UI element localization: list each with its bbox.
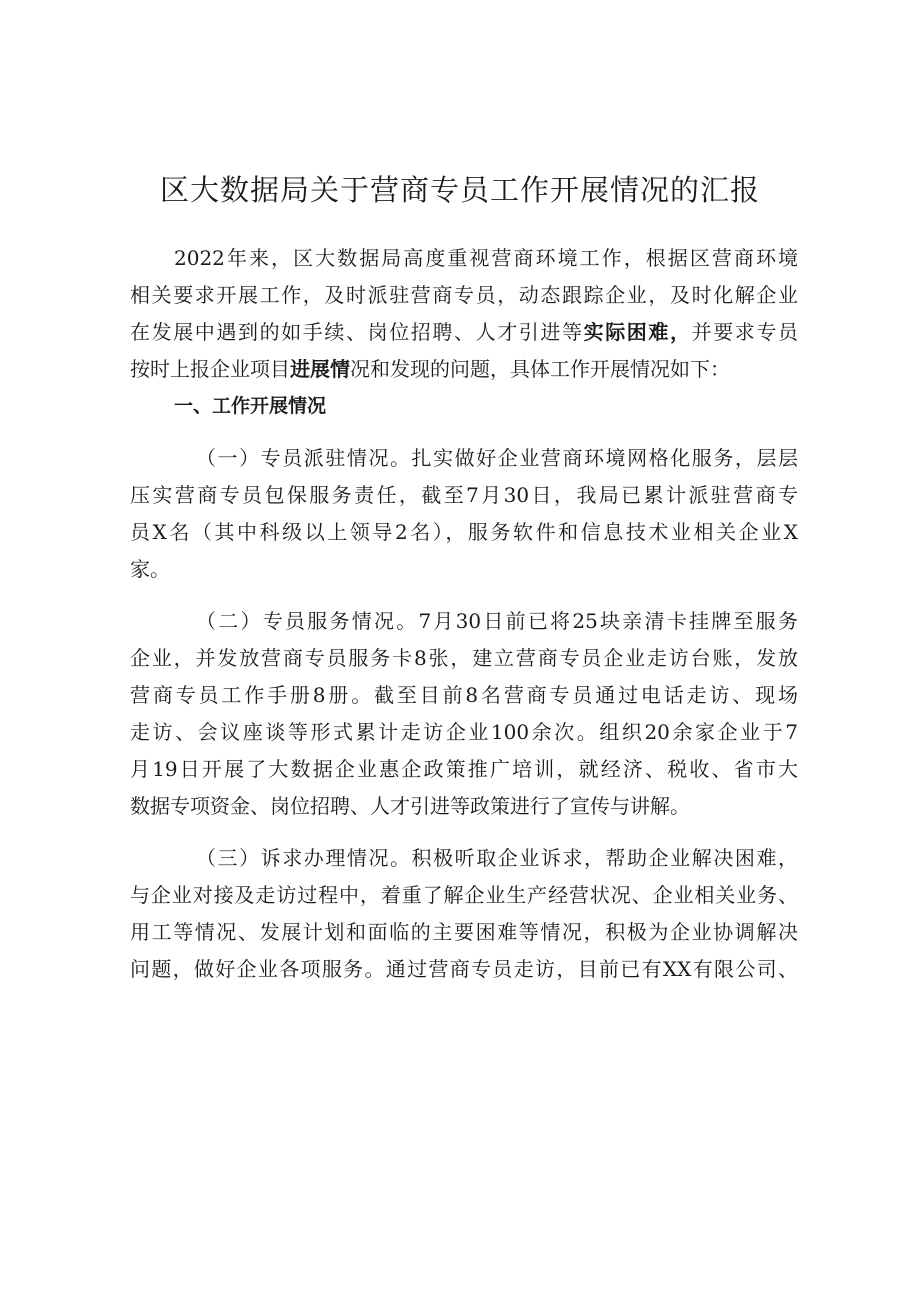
p1-line-3: 员X名（其中科级以上领导2名），服务软件和信息技术业相关企业X xyxy=(130,520,798,544)
p2-line-2: 企业，并发放营商专员服务卡8张，建立营商专员企业走访台账，发放 xyxy=(130,646,798,670)
intro-paragraph xyxy=(130,240,798,388)
intro-line-3-tail: 并要求专员 xyxy=(691,320,799,344)
p3-line-2: 与企业对接及走访过程中，着重了解企业生产经营状况、企业相关业务、 xyxy=(130,883,798,907)
document-body xyxy=(130,240,798,988)
p3-line-1: （三）诉求办理情况。积极听取企业诉求，帮助企业解决困难， xyxy=(196,846,798,870)
intro-line-4-text: 按时上报企业项目 xyxy=(130,357,290,381)
section-heading-1: 一、工作开展情况 xyxy=(174,395,327,417)
p1-line-4: 家。 xyxy=(130,557,170,581)
intro-emphasis-difficulty: 实际困难， xyxy=(583,320,692,344)
p2-line-1: （二）专员服务情况。7月30日前已将25块亲清卡挂牌至服务 xyxy=(196,609,798,633)
intro-emphasis-progress: 进展情 xyxy=(290,357,350,381)
p1-line-1: （一）专员派驻情况。扎实做好企业营商环境网格化服务，层层 xyxy=(196,446,798,470)
paragraph-service xyxy=(130,603,798,825)
paragraph-dispatch xyxy=(130,440,798,588)
p2-line-5: 月19日开展了大数据企业惠企政策推广培训，就经济、税收、省市大 xyxy=(130,757,798,781)
paragraph-requests xyxy=(130,840,798,988)
p1-line-2: 压实营商专员包保服务责任，截至7月30日，我局已累计派驻营商专 xyxy=(130,483,798,507)
intro-line-4 xyxy=(130,351,798,388)
intro-line-1: 2022年来，区大数据局高度重视营商环境工作，根据区营商环境 xyxy=(174,246,798,270)
p3-line-3: 用工等情况、发展计划和面临的主要困难等情况，积极为企业协调解决 xyxy=(130,920,798,944)
document-title: 区大数据局关于营商专员工作开展情况的汇报 xyxy=(159,173,760,207)
p3-line-4: 问题，做好企业各项服务。通过营商专员走访，目前已有XX有限公司、 xyxy=(130,957,798,981)
p2-line-6: 数据专项资金、岗位招聘、人才引进等政策进行了宣传与讲解。 xyxy=(130,794,690,818)
intro-line-2: 相关要求开展工作，及时派驻营商专员，动态跟踪企业，及时化解企业 xyxy=(130,283,798,307)
intro-line-4-tail: 况和发现的问题，具体工作开展情况如下： xyxy=(350,357,730,381)
p2-line-4: 走访、会议座谈等形式累计走访企业100余次。组织20余家企业于7 xyxy=(130,720,798,744)
intro-line-3-text: 在发展中遇到的如手续、岗位招聘、人才引进等 xyxy=(130,320,584,344)
intro-line-3 xyxy=(130,314,798,351)
p2-line-3: 营商专员工作手册8册。截至目前8名营商专员通过电话走访、现场 xyxy=(130,683,798,707)
